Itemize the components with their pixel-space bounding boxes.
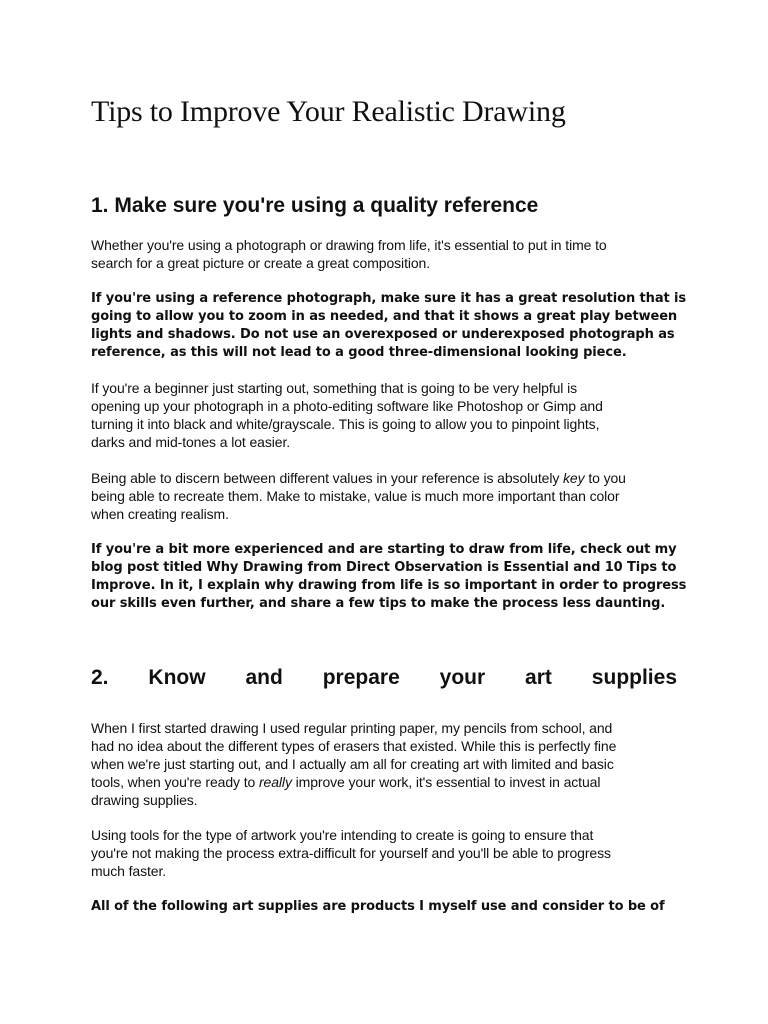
emphasis-text: really [258,774,292,790]
text-line: opening up your photograph in a photo-editing software like Photoshop or Gimp and [91,398,603,414]
text-line: had no idea about the different types of erasers that existed. While this is perfectly fine [91,738,617,754]
section-1-paragraph-3 [91,379,679,451]
text-line: reference, as this will not lead to a good three-dimensional looking piece. [91,345,627,360]
text-line: blog post titled Why Drawing from Direct Observation is Essential and 10 Tips to [91,560,677,575]
text-line: much faster. [91,863,167,879]
text-line: when we're just starting out, and I actually am all for creating art with limited and basic [91,756,614,772]
text-line [91,773,679,791]
section-1-paragraph-5 [91,541,687,613]
text-line: Using tools for the type of artwork you're intending to create is going to ensure that [91,827,594,843]
text-line: being able to recreate them. Make to mistake, value is much more important than color [91,488,620,504]
text-run: improve your work, it's essential to invest in actual [291,774,601,790]
text-line: If you're using a reference photograph, make sure it has a great resolution that is [91,291,687,306]
text-line: lights and shadows. Do not use an overexposed or underexposed photograph as [91,327,675,342]
text-line: darks and mid-tones a lot easier. [91,434,291,450]
text-line: Improve. In it, I explain why drawing from life is so important in order to progress [91,578,687,593]
text-line: search for a great picture or create a great composition. [91,255,431,271]
section-2-paragraph-2 [91,826,679,880]
text-line: If you're a bit more experienced and are starting to draw from life, check out my [91,542,677,557]
text-line: our skills even further, and share a few tips to make the process less daunting. [91,596,666,611]
text-run: Being able to discern between different values in your reference is absolutely [91,470,564,486]
section-2-heading: 2. Know and prepare your art supplies [91,666,677,689]
section-1-heading: 1. Make sure you're using a quality reference [91,194,539,217]
text-line: when creating realism. [91,506,229,522]
text-line: going to allow you to zoom in as needed, and that it shows a great play between [91,309,678,324]
emphasis-text: key [563,470,585,486]
text-line: When I first started drawing I used regular printing paper, my pencils from school, and [91,720,613,736]
section-1-paragraph-1 [91,236,679,272]
section-2-paragraph-1 [91,719,679,809]
section-1-paragraph-2 [91,290,687,362]
text-line: All of the following art supplies are products I myself use and consider to be of [91,899,665,914]
text-line: you're not making the process extra-difficult for yourself and you'll be able to progress [91,845,611,861]
text-run: tools, when you're ready to [91,774,259,790]
text-line: drawing supplies. [91,792,198,808]
text-line: Whether you're using a photograph or drawing from life, it's essential to put in time to [91,237,607,253]
text-run: to you [584,470,626,486]
text-line [91,469,679,487]
text-line: turning it into black and white/grayscale. This is going to allow you to pinpoint lights, [91,416,600,432]
section-1-paragraph-4 [91,469,679,523]
section-2-paragraph-3 [91,898,679,916]
document-title: Tips to Improve Your Realistic Drawing [91,95,566,128]
text-line: If you're a beginner just starting out, something that is going to be very helpful is [91,380,578,396]
